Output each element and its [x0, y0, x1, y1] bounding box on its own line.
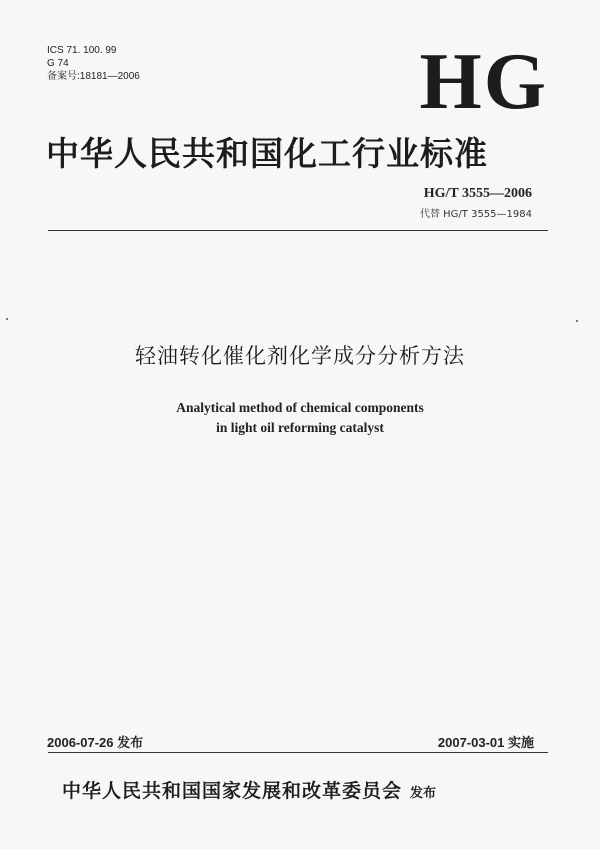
document-title-cn: 轻油转化催化剂化学成分分析方法 [135, 344, 465, 368]
publisher [62, 776, 436, 803]
replaces-standard: 代替 HG/T 3555—1984 [419, 209, 532, 220]
scan-artifact-dot [576, 320, 578, 322]
ccs-code: G 74 [47, 58, 69, 69]
publisher-name: 中华人民共和国国家发展和改革委员会 [62, 780, 403, 802]
header-divider [48, 230, 548, 231]
industry-standard-title: 中华人民共和国化工行业标准 [46, 134, 488, 173]
filing-number: 备案号:18181—2006 [47, 71, 140, 82]
issue-date: 2006-07-26 发布 [47, 735, 144, 750]
standard-number: HG/T 3555—2006 [423, 186, 532, 201]
implementation-date: 2007-03-01 实施 [437, 735, 534, 750]
publisher-suffix: 发布 [410, 786, 437, 801]
document-title-en [0, 398, 600, 438]
classification-block [47, 44, 140, 83]
document-title-en-line2: in light oil reforming catalyst [216, 420, 384, 435]
footer-divider [48, 752, 548, 753]
ics-code: ICS 71. 100. 99 [47, 45, 117, 56]
hg-logo: HG [419, 38, 548, 126]
document-title-en-line1: Analytical method of chemical components [176, 400, 424, 415]
scan-artifact-dot [6, 318, 8, 320]
